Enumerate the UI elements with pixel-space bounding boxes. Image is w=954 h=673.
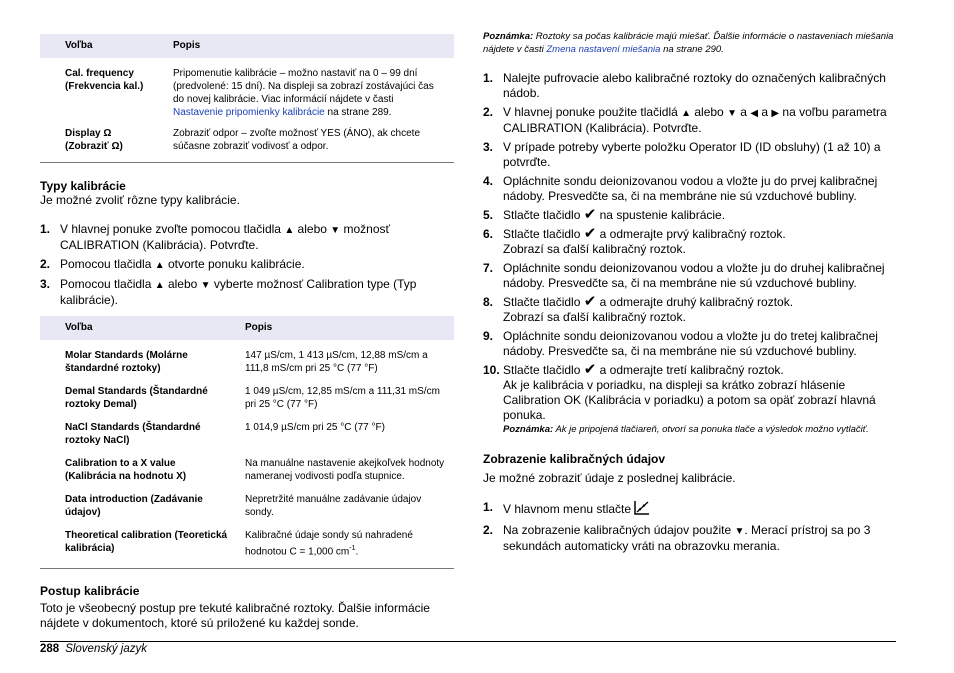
table-row <box>40 385 454 421</box>
list-item: 5. Stlačte tlačidlo ✔ na spustenie kalibrácie. <box>483 206 726 223</box>
list-item: 6. Stlačte tlačidlo ✔ a odmerajte prvý kalibračný roztok. Zobrazí sa ďalší kalibračný roztok. <box>483 225 786 256</box>
options-table-calibration-types <box>40 316 454 569</box>
down-arrow-icon: ▼ <box>734 526 745 537</box>
section-heading-display-calibration-data: Zobrazenie kalibračných údajov <box>483 452 666 466</box>
table-header-row <box>40 316 454 340</box>
check-icon: ✔ <box>583 225 597 242</box>
link-stirring-settings[interactable]: Zmena nastavení miešania <box>546 44 661 55</box>
down-arrow-icon: ▼ <box>200 280 211 291</box>
options-table-settings <box>40 34 454 163</box>
table-header-option: Voľba <box>40 316 237 340</box>
option-name: NaCl Standards (Štandardné roztoky NaCl) <box>65 422 201 446</box>
option-name: Cal. frequency (Frekvencia kal.) <box>65 68 144 92</box>
option-description: Nepretržité manuálne zadávanie údajov sondy. <box>245 494 422 518</box>
table-header-option: Voľba <box>40 34 165 58</box>
table-row <box>40 340 454 385</box>
list-item: 2. Na zobrazenie kalibračných údajov použite ▼. Merací prístroj sa po 3 sekundách automaticky vráti na obrazovku merania. <box>483 523 871 553</box>
up-arrow-icon: ▲ <box>284 225 295 236</box>
list-item: 7. Opláchnite sondu deionizovanou vodou a vložte ju do druhej kalibračnej nádoby. Presvedčte sa, či na membráne nie sú vzduchové bubliny. <box>483 261 885 290</box>
check-icon: ✔ <box>583 206 597 223</box>
footer-divider <box>40 641 896 642</box>
option-name: Theoretical calibration (Teoretická kalibrácia) <box>40 529 237 569</box>
table-row <box>40 58 454 127</box>
option-name: Data introduction (Zadávanie údajov) <box>65 494 203 518</box>
page-number: 288 <box>40 643 60 655</box>
table-row <box>40 127 454 163</box>
list-item: 10. Stlačte tlačidlo ✔ a odmerajte tretí kalibračný roztok. Ak je kalibrácia v poriadku, na displeji sa krátko zobrazí hlásenie Calibration OK (Kalibrácia v poriadku) a potom sa opäť zobrazí hlavná ponuka. Poznámka: Ak je pripojená tlačiareň, otvorí sa ponuka tlače a výsledok možno vytlačiť. <box>483 363 897 436</box>
list-item: 1. Nalejte pufrovacie alebo kalibračné roztoky do označených kalibračných nádob. <box>483 71 886 100</box>
table-row <box>40 529 454 569</box>
note-printer: Poznámka: Ak je pripojená tlačiareň, otvorí sa ponuka tlače a výsledok možno vytlačiť. <box>503 424 869 435</box>
option-description: Pripomenutie kalibrácie – možno nastaviť na 0 – 99 dní (predvolené: 15 dní). Na displeji sa zobrazí zostávajúci čas do novej kalibrácie. Viac informácií nájdete v časti Nastavenie pripomienky kalibrácie na strane 289. <box>173 68 434 118</box>
list-item: 4. Opláchnite sondu deionizovanou vodou a vložte ju do prvej kalibračnej nádoby. Presvedčte sa, či na membráne nie sú vzduchové bubliny. <box>483 174 878 203</box>
list-item: 2. Pomocou tlačidla ▲ otvorte ponuku kalibrácie. <box>40 257 305 271</box>
right-column <box>483 30 897 554</box>
up-arrow-icon: ▲ <box>681 108 692 119</box>
down-arrow-icon: ▼ <box>727 108 737 119</box>
steps-list-right <box>483 71 897 436</box>
list-item: 1. V hlavnom menu stlačte <box>483 500 897 519</box>
list-item: 9. Opláchnite sondu deionizovanou vodou a vložte ju do tretej kalibračnej nádoby. Presvedčte sa, či na membráne nie sú vzduchové bubliny. <box>483 329 878 358</box>
note-stirring: Poznámka: Roztoky sa počas kalibrácie majú miešať. Ďalšie informácie o nastaveniach miešania nájdete v časti Zmena nastavení miešania na strane 290. <box>483 31 894 55</box>
option-description: 1 049 µS/cm, 12,85 mS/cm a 111,31 mS/cm pri 25 °C (77 °F) <box>245 386 440 410</box>
left-column <box>40 34 454 631</box>
footer-language: Slovenský jazyk <box>65 643 147 655</box>
list-item: 8. Stlačte tlačidlo ✔ a odmerajte druhý kalibračný roztok. Zobrazí sa ďalší kalibračný roztok. <box>483 293 794 324</box>
option-name: Calibration to a X value (Kalibrácia na hodnotu X) <box>65 458 187 482</box>
section-intro: Je možné zvoliť rôzne typy kalibrácie. <box>40 193 240 207</box>
right-arrow-icon: ▶ <box>771 108 780 119</box>
option-name: Molar Standards (Molárne štandardné roztoky) <box>65 350 188 374</box>
option-name: Demal Standards (Štandardné roztoky Demal) <box>65 386 208 410</box>
option-description: 147 µS/cm, 1 413 µS/cm, 12,88 mS/cm a 111,8 mS/cm pri 25 °C (77 °F) <box>245 350 428 374</box>
section-heading-calibration-types: Typy kalibrácie <box>40 179 126 193</box>
option-name: Display Ω (Zobraziť Ω) <box>40 127 165 163</box>
steps-list-left <box>40 222 454 308</box>
list-item: 2. V hlavnej ponuke použite tlačidlá ▲ alebo ▼ a ◀ a ▶ na voľbu parametra CALIBRATION (Kalibrácia). Potvrďte. <box>483 105 887 135</box>
steps-list-display <box>483 500 897 554</box>
table-row <box>40 421 454 457</box>
option-description: Zobraziť odpor – zvoľte možnosť YES (ÁNO), ak chcete súčasne zobraziť vodivosť a odpor. <box>165 127 454 163</box>
list-item: 3. Pomocou tlačidla ▲ alebo ▼ vyberte možnosť Calibration type (Typ kalibrácie). <box>40 277 417 307</box>
option-description: Na manuálne nastavenie akejkoľvek hodnoty nameranej vodivosti podľa stupnice. <box>245 458 445 482</box>
list-item: 1. V hlavnej ponuke zvoľte pomocou tlačidla ▲ alebo ▼ možnosť CALIBRATION (Kalibrácia). Potvrďte. <box>40 222 391 252</box>
down-arrow-icon: ▼ <box>330 225 341 236</box>
table-header-description: Popis <box>165 34 454 58</box>
page-footer <box>40 643 147 655</box>
table-header-description: Popis <box>237 316 454 340</box>
section-heading-calibration-procedure: Postup kalibrácie <box>40 584 140 599</box>
check-icon: ✔ <box>583 361 597 378</box>
link-calibration-reminder[interactable]: Nastavenie pripomienky kalibrácie <box>173 107 325 118</box>
calibration-graph-icon <box>634 500 650 519</box>
left-arrow-icon: ◀ <box>750 108 759 119</box>
option-description: Kalibračné údaje sondy sú nahradené hodnotou C = 1,000 $cm^{-1}$. <box>237 529 454 569</box>
table-row <box>40 493 454 529</box>
up-arrow-icon: ▲ <box>154 260 165 271</box>
check-icon: ✔ <box>583 293 597 310</box>
section-intro: Je možné zobraziť údaje z poslednej kalibrácie. <box>483 471 736 485</box>
table-row <box>40 457 454 493</box>
list-item: 3. V prípade potreby vyberte položku Operator ID (ID obsluhy) (1 až 10) a potvrďte. <box>483 140 881 169</box>
table-header-row <box>40 34 454 58</box>
up-arrow-icon: ▲ <box>154 280 165 291</box>
section-text: Toto je všeobecný postup pre tekuté kalibračné roztoky. Ďalšie informácie nájdete v dokumentoch, ktoré sú priložené ku každej sonde. <box>40 601 430 631</box>
option-description: 1 014,9 µS/cm pri 25 °C (77 °F) <box>245 422 385 433</box>
